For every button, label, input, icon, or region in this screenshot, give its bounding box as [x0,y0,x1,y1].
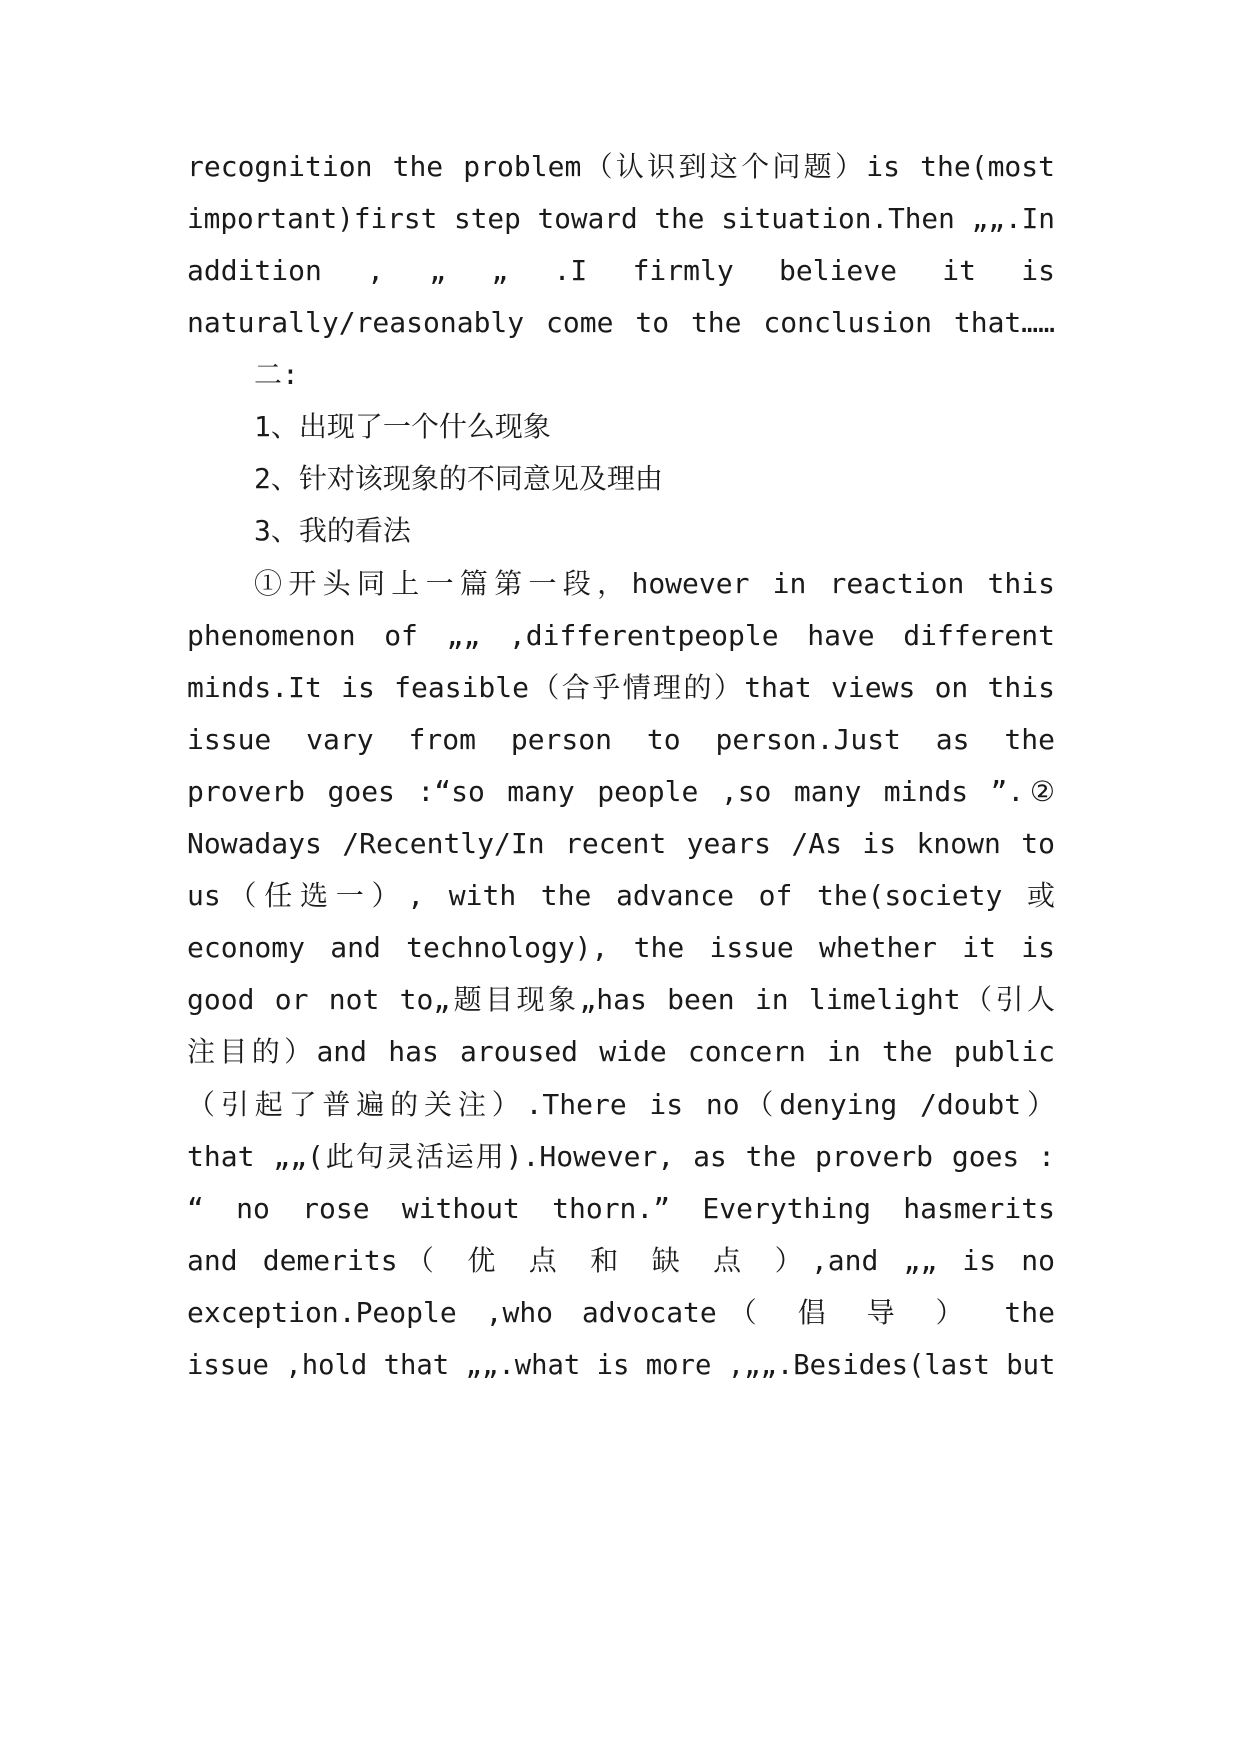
text-line-13: proverb goes :“so many people ,so many minds ”.② [187,775,1055,808]
text-line-21: “ no rose without thorn.” Everything hasmerits [187,1192,1055,1225]
text-line-1: recognition the problem（认识到这个问题）is the(most [187,150,1055,183]
outline-item-3: 3、我的看法 [254,514,411,547]
text-line-3: addition , „ „ .I firmly believe it is [187,254,1055,287]
text-line-20: that „„(此句灵活运用).However, as the proverb goes : [187,1140,1055,1173]
outline-item-1: 1、出现了一个什么现象 [254,410,551,443]
text-line-23: exception.People ,who advocate（ 倡 导 ） the [187,1296,1055,1329]
text-line-19: （引起了普遍的关注）.There is no（denying /doubt） [187,1088,1055,1121]
text-line-11: minds.It is feasible（合乎情理的）that views on this [187,671,1055,704]
text-line-12: issue vary from person to person.Just as the [187,723,1055,756]
text-line-18: 注目的）and has aroused wide concern in the public [187,1035,1055,1068]
text-line-15: us（任选一）, with the advance of the(society 或 [187,879,1055,912]
text-line-16: economy and technology), the issue whether it is [187,931,1055,964]
text-line-4: naturally/reasonably come to the conclusion that…… [187,306,1055,339]
text-line-10: phenomenon of „„ ,differentpeople have different [187,619,1055,652]
paragraph-first-line: ①开头同上一篇第一段，however in reaction this [254,567,1055,600]
section-heading: 二: [254,358,299,391]
text-line-24: issue ,hold that „„.what is more ,„„.Besides(last but [187,1348,1056,1381]
text-line-17: good or not to„题目现象„has been in limelight（引人 [187,983,1055,1016]
text-line-14: Nowadays /Recently/In recent years /As is known to [187,827,1055,860]
outline-item-2: 2、针对该现象的不同意见及理由 [254,462,663,495]
text-line-2: important)first step toward the situation.Then „„.In [187,202,1055,235]
text-line-22: and demerits（ 优 点 和 缺 点 ）,and „„ is no [187,1244,1055,1277]
